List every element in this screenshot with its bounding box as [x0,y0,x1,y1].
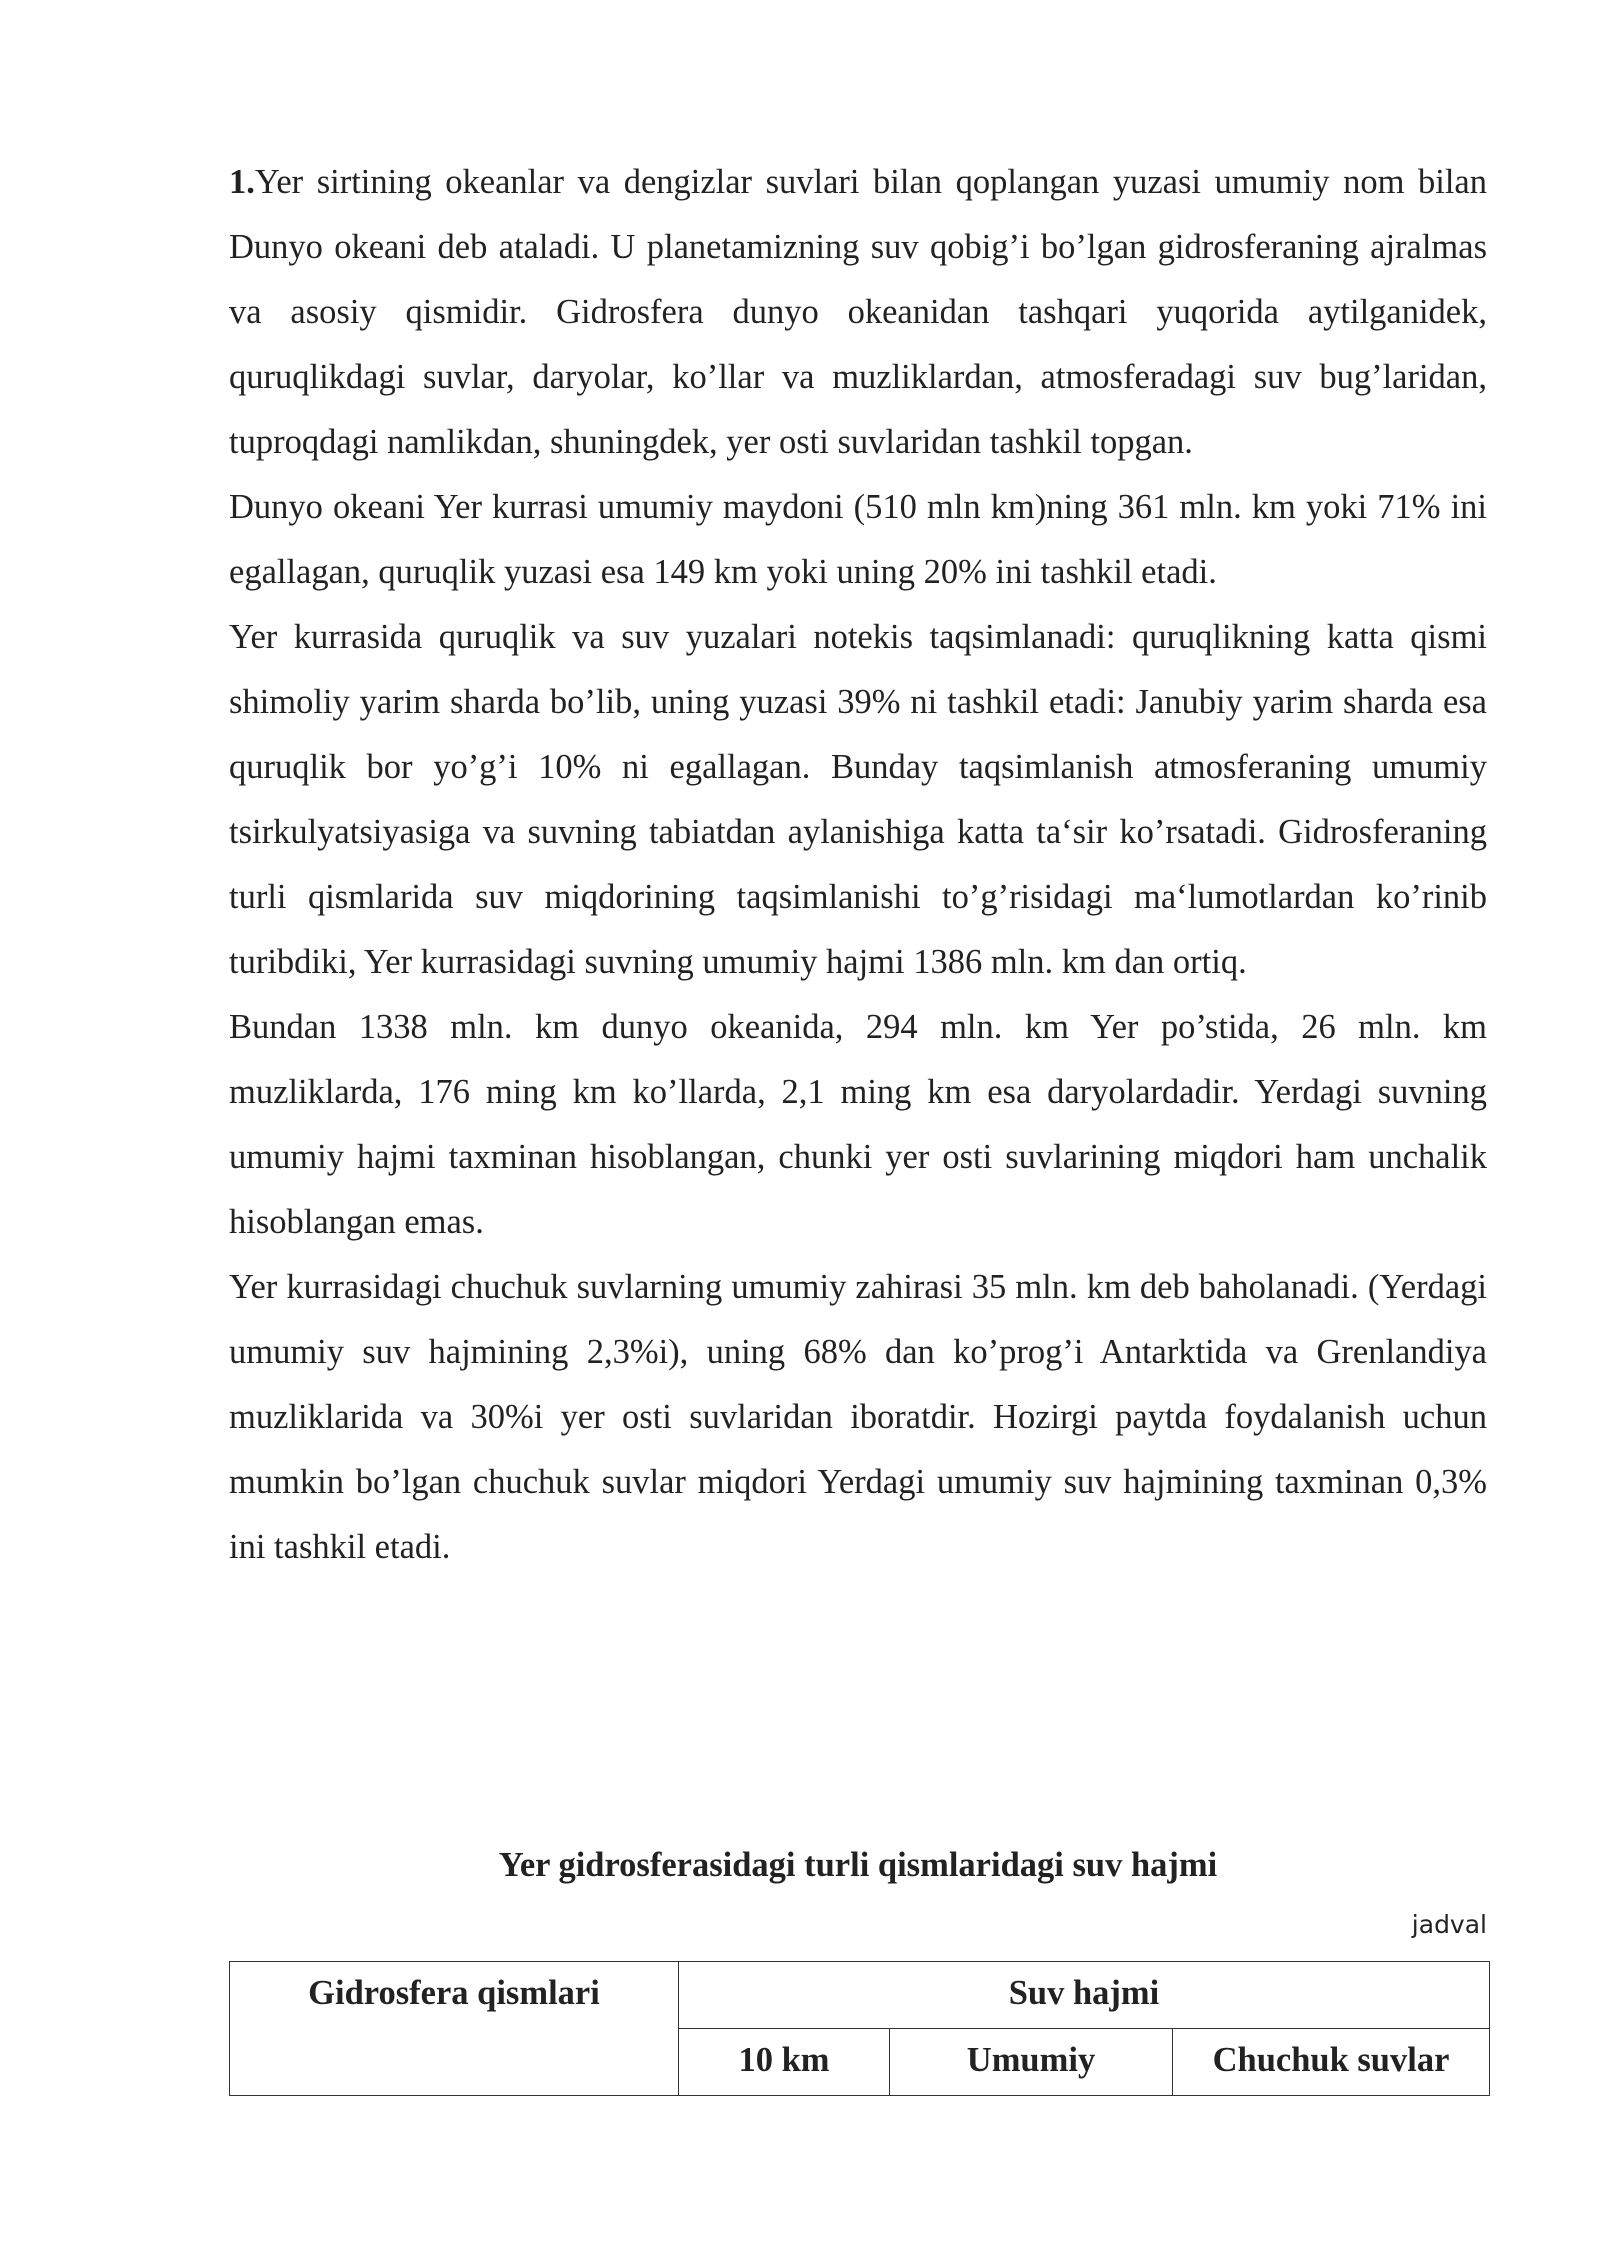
paragraph-5: Yer kurrasidagi chuchuk suvlarning umumiy zahirasi 35 mln. km deb baholanadi. (Yerdagi umumiy suv hajmining 2,3%i), uning 68% dan ko’prog’i Antarktida va Grenlandiya muzliklarida va 30%i yer osti suvlaridan iboratdir. Hozirgi paytda foydalanish uchun mumkin bo’lgan chuchuk suvlar miqdori Yerdagi umumiy suv hajmining taxminan 0,3% ini tashkil etadi. [229,1268,1487,1566]
header-gidrosfera-qismlari: Gidrosfera qismlari [230,1962,679,2096]
body-text [229,150,1487,1580]
header-10-km: 10 km [679,2029,890,2096]
header-suv-hajmi: Suv hajmi [679,1962,1490,2029]
water-volume-table [229,1961,1490,2096]
table-title: Yer gidrosferasidagi turli qismlaridagi suv hajmi [498,1846,1218,1884]
header-umumiy: Umumiy [890,2029,1173,2096]
paragraph-1-text: Yer sirtining okeanlar va dengizlar suvlari bilan qoplangan yuzasi umumiy nom bilan Dunyo okeani deb ataladi. U planetamizning suv qobig’i bo’lgan gidrosferaning ajralmas va asosiy qismidir. Gidrosfera dunyo okeanidan tashqari yuqorida aytilganidek, quruqlikdagi suvlar, daryolar, ko’llar va muzliklardan, atmosferadagi suv bug’laridan, tuproqdagi namlikdan, shuningdek, yer osti suvlaridan tashkil topgan. [229,163,1487,461]
paragraph-2: Dunyo okeani Yer kurrasi umumiy maydoni (510 mln km)ning 361 mln. km yoki 71% ini egallagan, quruqlik yuzasi esa 149 km yoki uning 20% ini tashkil etadi. [229,488,1487,591]
header-chuchuk-suvlar: Chuchuk suvlar [1173,2029,1490,2096]
paragraph-4: Bundan 1338 mln. km dunyo okeanida, 294 mln. km Yer po’stida, 26 mln. km muzliklarda, 176 ming km ko’llarda, 2,1 ming km esa daryolardadir. Yerdagi suvning umumiy hajmi taxminan hisoblangan, chunki yer osti suvlarining miqdori ham unchalik hisoblangan emas. [229,1008,1487,1241]
paragraph-1 [229,150,1487,475]
paragraph-3: Yer kurrasida quruqlik va suv yuzalari notekis taqsimlanadi: quruqlikning katta qismi shimoliy yarim sharda bo’lib, uning yuzasi 39% ni tashkil etadi: Janubiy yarim sharda esa quruqlik bor yo’g’i 10% ni egallagan. Bunday taqsimlanish atmosferaning umumiy tsirkulyatsiyasiga va suvning tabiatdan aylanishiga katta ta‘sir ko’rsatadi. Gidrosferaning turli qismlarida suv miqdorining taqsimlanishi to’g’risidagi ma‘lumotlardan ko’rinib turibdiki, Yer kurrasidagi suvning umumiy hajmi 1386 mln. km dan ortiq. [229,618,1487,981]
table-note: jadval [1411,1910,1487,1939]
paragraph-number: 1. [229,163,255,201]
